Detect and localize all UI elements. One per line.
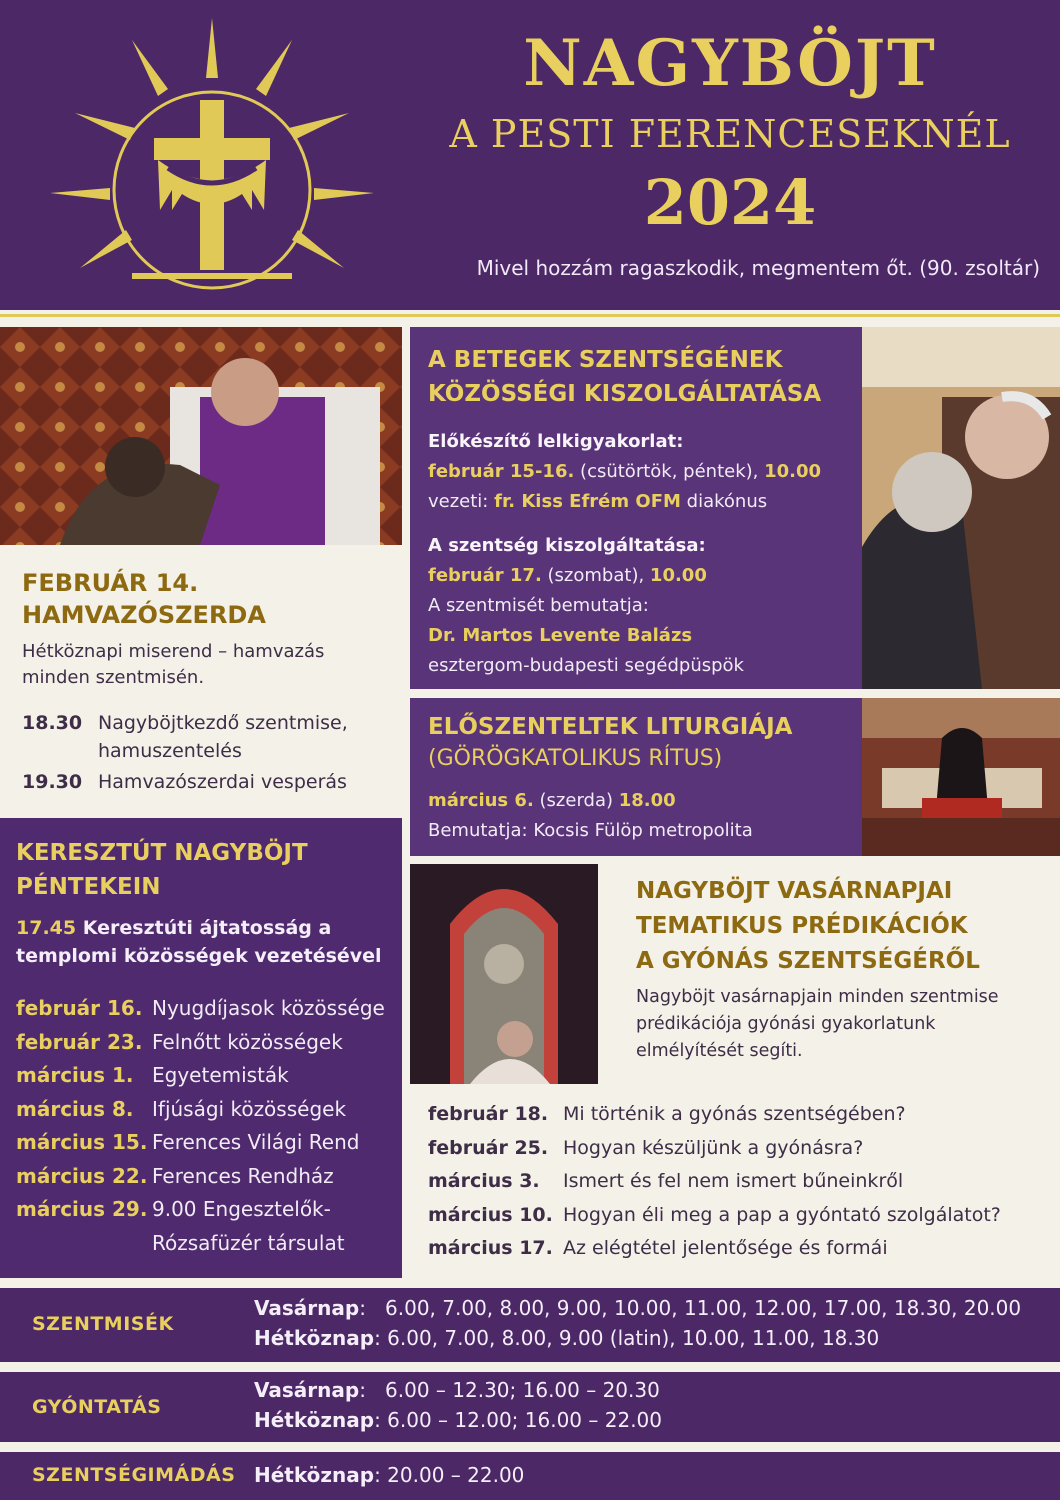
sermons-desc: Nagyböjt vasárnapjain minden szentmise prédikációja gyónási gyakorlatunk elmélyítését segíti. — [636, 987, 999, 1061]
ash-wednesday-title: HAMVAZÓSZERDA — [22, 601, 266, 629]
cross-sun-logo — [40, 18, 390, 308]
mass-label: SZENTMISÉK — [32, 1313, 174, 1335]
list-item: március 1. Egyetemisták — [16, 1063, 289, 1087]
divider-line — [0, 314, 1060, 317]
confession-weekday: Hétköznap: 6.00 – 12.00; 16.00 – 22.00 — [254, 1408, 662, 1432]
sermons-section: NAGYBÖJT VASÁRNAPJAI TEMATIKUS PRÉDIKÁCIÓK A GYÓNÁS SZENTSÉGÉRŐL Nagyböjt vasárnapjain minden szentmise prédikációja gyónási gyakorlatunk elmélyítését segíti. — [598, 864, 1060, 1084]
confession-sunday: Vasárnap: 6.00 – 12.30; 16.00 – 20.30 — [254, 1378, 660, 1402]
retreat-date: február 15-16. (csütörtök, péntek), 10.00 — [428, 461, 822, 482]
anointing-section: A BETEGEK SZENTSÉGÉNEK KÖZÖSSÉGI KISZOLGÁLTATÁSA Előkészítő lelkigyakorlat: február 15-16. (csütörtök, péntek), 10.00 vezeti: fr. Kiss Efrém OFM diakónus A szentség kiszolgáltatása: február 17. (szombat), 10.00 A szentmisét bemutatja: Dr. Martos Levente Balázs esztergom-budapesti segédpüspök — [410, 327, 862, 689]
way-of-cross-list — [16, 992, 400, 1260]
mass-schedule-band — [0, 1288, 1060, 1362]
adoration-label: SZENTSÉGIMÁDÁS — [32, 1464, 236, 1486]
anointing-title: A BETEGEK SZENTSÉGÉNEK — [428, 347, 783, 373]
list-item: március 22. Ferences Rendház — [16, 1163, 334, 1188]
celebrant-role: esztergom-budapesti segédpüspök — [428, 655, 744, 676]
celebrant-label: A szentmisét bemutatja: — [428, 595, 649, 616]
list-item: Rózsafüzér társulat — [152, 1230, 345, 1255]
list-item: március 29. 9.00 Engesztelők- — [16, 1197, 331, 1221]
presanctified-subtitle: (GÖRÖGKATOLIKUS RÍTUS) — [428, 746, 723, 771]
sermons-list — [410, 1094, 1060, 1278]
celebrant-name: Dr. Martos Levente Balázs — [428, 625, 693, 646]
list-item: február 18. Mi történik a gyónás szentségében? — [428, 1103, 906, 1125]
schedule-row: 18.30 Nagyböjtkezdő szentmise, hamuszentelés — [22, 712, 348, 762]
ash-wednesday-photo — [0, 327, 402, 545]
list-item: március 15. Ferences Világi Rend — [16, 1130, 360, 1154]
ash-wednesday-date: FEBRUÁR 14. — [22, 569, 199, 597]
mass-sunday: Vasárnap: 6.00, 7.00, 8.00, 9.00, 10.00, 11.00, 12.00, 17.00, 18.30, 20.00 — [254, 1296, 1022, 1320]
sermons-title: NAGYBÖJT VASÁRNAPJAI — [636, 878, 953, 904]
way-of-cross-title: KERESZTÚT NAGYBÖJT — [16, 840, 308, 866]
adoration-weekday: Hétköznap: 20.00 – 22.00 — [254, 1463, 525, 1487]
sacrament-date: február 17. (szombat), 10.00 — [428, 565, 707, 586]
page-year: 2024 — [643, 166, 817, 239]
list-item: február 23. Felnőtt közösségek — [16, 1029, 343, 1054]
retreat-leader: vezeti: fr. Kiss Efrém OFM diakónus — [428, 491, 768, 512]
presanctified-date: március 6. (szerda) 18.00 — [428, 790, 676, 811]
motto-quote: Mivel hozzám ragaszkodik, megmentem őt. (90. zsoltár) — [476, 256, 1040, 280]
sacrament-label: A szentség kiszolgáltatása: — [428, 535, 706, 556]
retreat-label: Előkészítő lelkigyakorlat: — [428, 431, 684, 452]
list-item: március 17. Az elégtétel jelentősége és formái — [428, 1237, 888, 1259]
confession-label: GYÓNTATÁS — [32, 1396, 162, 1418]
presanctified-celebrant: Bemutatja: Kocsis Fülöp metropolita — [428, 820, 753, 841]
way-of-cross-section: KERESZTÚT NAGYBÖJT PÉNTEKEIN 17.45 Keresztúti ájtatosság a templomi közösségek vezetésével február 16. Nyugdíjasok közössége február 23. Felnőtt közösségek március 1. Egyetemisták március 8. Ifjúsági közösségek március 15. Ferences Világi Rend március 22. Ferences Rendház március 29. 9.00 Engesztelők- Rózsafüzér társulat — [0, 818, 402, 1278]
ash-wednesday-section — [0, 545, 402, 813]
list-item: március 10. Hogyan éli meg a pap a gyóntató szolgálatot? — [428, 1203, 1001, 1226]
list-item: február 16. Nyugdíjasok közössége — [16, 996, 385, 1020]
schedule-row: 19.30 Hamvazószerdai vesperás — [22, 771, 347, 793]
presanctified-section — [410, 698, 862, 856]
confession-window-photo — [410, 864, 598, 1084]
list-item: március 3. Ismert és fel nem ismert bűneinkről — [428, 1170, 904, 1192]
confession-schedule-band — [0, 1372, 1060, 1442]
list-item: március 8. Ifjúsági közösségek — [16, 1096, 347, 1121]
page-title: NAGYBÖJT — [523, 26, 937, 101]
presanctified-title: ELŐSZENTELTEK LITURGIÁJA — [428, 714, 793, 740]
anointing-photo — [862, 327, 1060, 689]
ash-wednesday-desc: Hétköznapi miserend – hamvazás minden szentmisén. — [22, 641, 325, 688]
list-item: február 25. Hogyan készüljünk a gyónásra? — [428, 1136, 864, 1159]
mass-weekday: Hétköznap: 6.00, 7.00, 8.00, 9.00 (latin), 10.00, 11.00, 18.30 — [254, 1326, 880, 1350]
adoration-schedule-band — [0, 1452, 1060, 1500]
liturgy-photo — [862, 698, 1060, 856]
way-of-cross-intro: 17.45 Keresztúti ájtatosság a templomi közösségek vezetésével — [16, 917, 382, 967]
page-subtitle: A PESTI FERENCESEKNÉL — [449, 112, 1011, 156]
